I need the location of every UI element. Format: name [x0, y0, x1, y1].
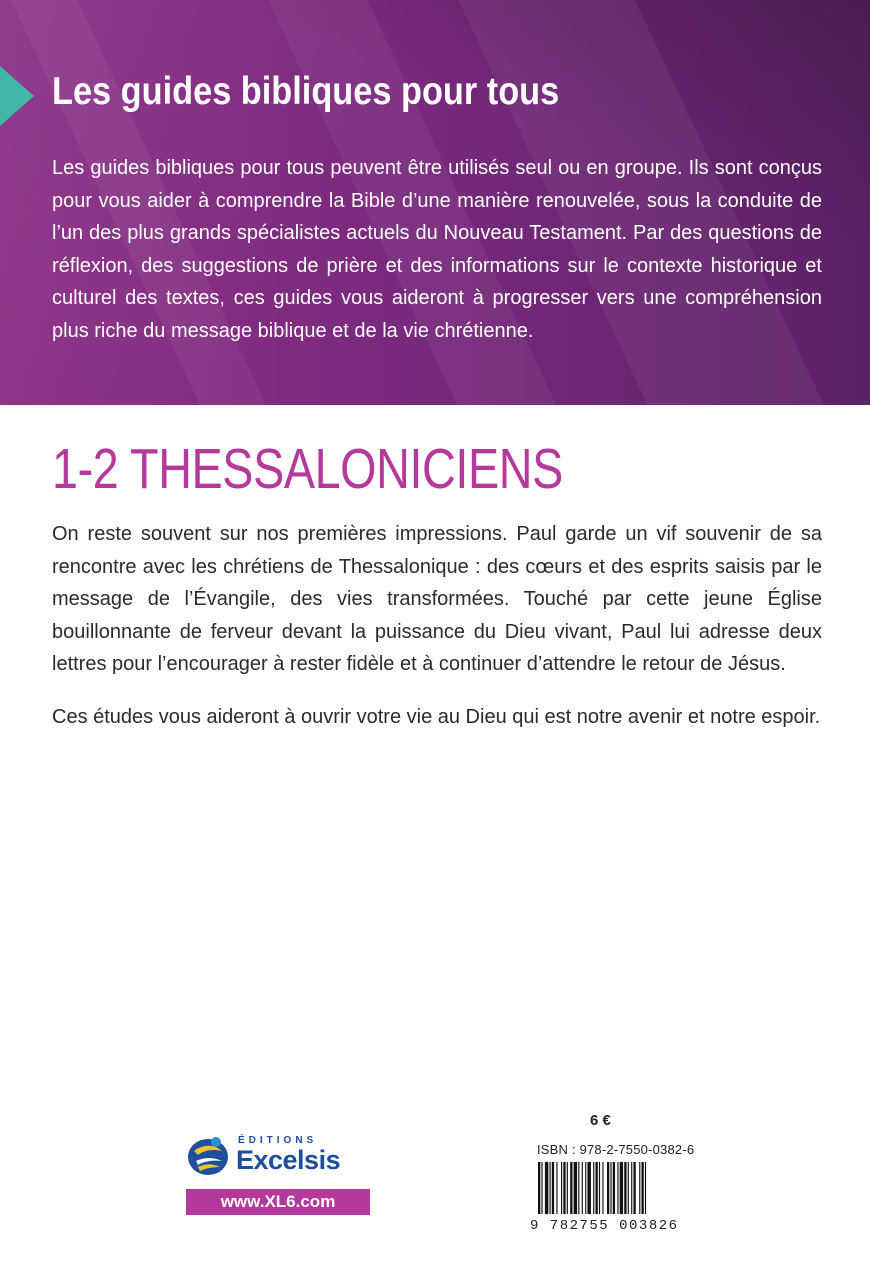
barcode-bar [633, 1162, 635, 1214]
book-description [52, 518, 822, 754]
barcode-bar [645, 1162, 646, 1214]
barcode-bar [574, 1162, 577, 1214]
barcode-bar [602, 1162, 603, 1214]
barcode-bar [561, 1162, 562, 1214]
barcode-bar [642, 1162, 644, 1214]
publisher-url[interactable]: www.XL6.com [186, 1189, 370, 1215]
barcode-bar [631, 1162, 632, 1214]
price: 6 € [590, 1112, 611, 1129]
barcode-bar [596, 1162, 598, 1214]
barcode-bar [613, 1162, 615, 1214]
barcode-digits: 9 782755 003826 [530, 1218, 679, 1234]
book-paragraph-2: Ces études vous aideront à ouvrir votre vie au Dieu qui est notre avenir et notre espoir. [52, 705, 821, 728]
series-banner [0, 0, 870, 405]
barcode-bar [552, 1162, 554, 1214]
barcode-bar [538, 1162, 540, 1214]
barcode-bar [541, 1162, 542, 1214]
barcode-bar [578, 1162, 579, 1214]
excelsis-logo-icon [186, 1133, 230, 1177]
barcode-bar [556, 1162, 557, 1214]
barcode-bar [545, 1162, 548, 1214]
barcode-bar [587, 1162, 590, 1214]
teal-tab-marker [0, 66, 34, 126]
barcode-bar [639, 1162, 640, 1214]
barcode-bar [624, 1162, 626, 1214]
barcode-bar [567, 1162, 568, 1214]
barcode-bar [593, 1162, 594, 1214]
barcode-bar [617, 1162, 618, 1214]
barcode [536, 1162, 698, 1214]
barcode-bar [607, 1162, 609, 1214]
barcode-bar [628, 1162, 629, 1214]
series-description: Les guides bibliques pour tous peuvent être utilisés seul ou en groupe. Ils sont conçus pour vous aider à comprendre la Bible d’une manière renouvelée, sous la conduite de l’un des plus grands spécialistes actuels du Nouveau Testament. Par des questions de réflexion, des suggestions de prière et des informations sur le contexte historique et culturel des textes, ces guides vous aideront à progresser vers une compréhension plus riche du message biblique et de la vie chrétienne. [52, 157, 822, 342]
barcode-bar [620, 1162, 623, 1214]
barcode-bar [550, 1162, 551, 1214]
isbn: ISBN : 978-2-7550-0382-6 [537, 1142, 695, 1157]
book-title: 1-2 THESSALONICIENS [52, 437, 563, 501]
book-paragraph-1: On reste souvent sur nos premières impressions. Paul garde un vif souvenir de sa rencontre avec les chrétiens de Thessalonique : des cœurs et des esprits saisis par le message de l’Évangile, des vies transformées. Touché par cette jeune Église bouillonnante de ferveur devant la puissance du Dieu vivant, Paul lui adresse deux lettres pour l’encourager à rester fidèle et à continuer d’attendre le retour de Jésus. [52, 523, 822, 676]
barcode-bar [585, 1162, 586, 1214]
publisher-block [186, 1133, 370, 1215]
barcode-bar [570, 1162, 572, 1214]
barcode-bar [599, 1162, 600, 1214]
barcode-bar [582, 1162, 583, 1214]
barcode-bar [563, 1162, 565, 1214]
publisher-name: Excelsis [236, 1145, 341, 1175]
publisher-editions-label: ÉDITIONS [238, 1135, 318, 1146]
barcode-bar [610, 1162, 611, 1214]
series-title: Les guides bibliques pour tous [52, 70, 560, 113]
